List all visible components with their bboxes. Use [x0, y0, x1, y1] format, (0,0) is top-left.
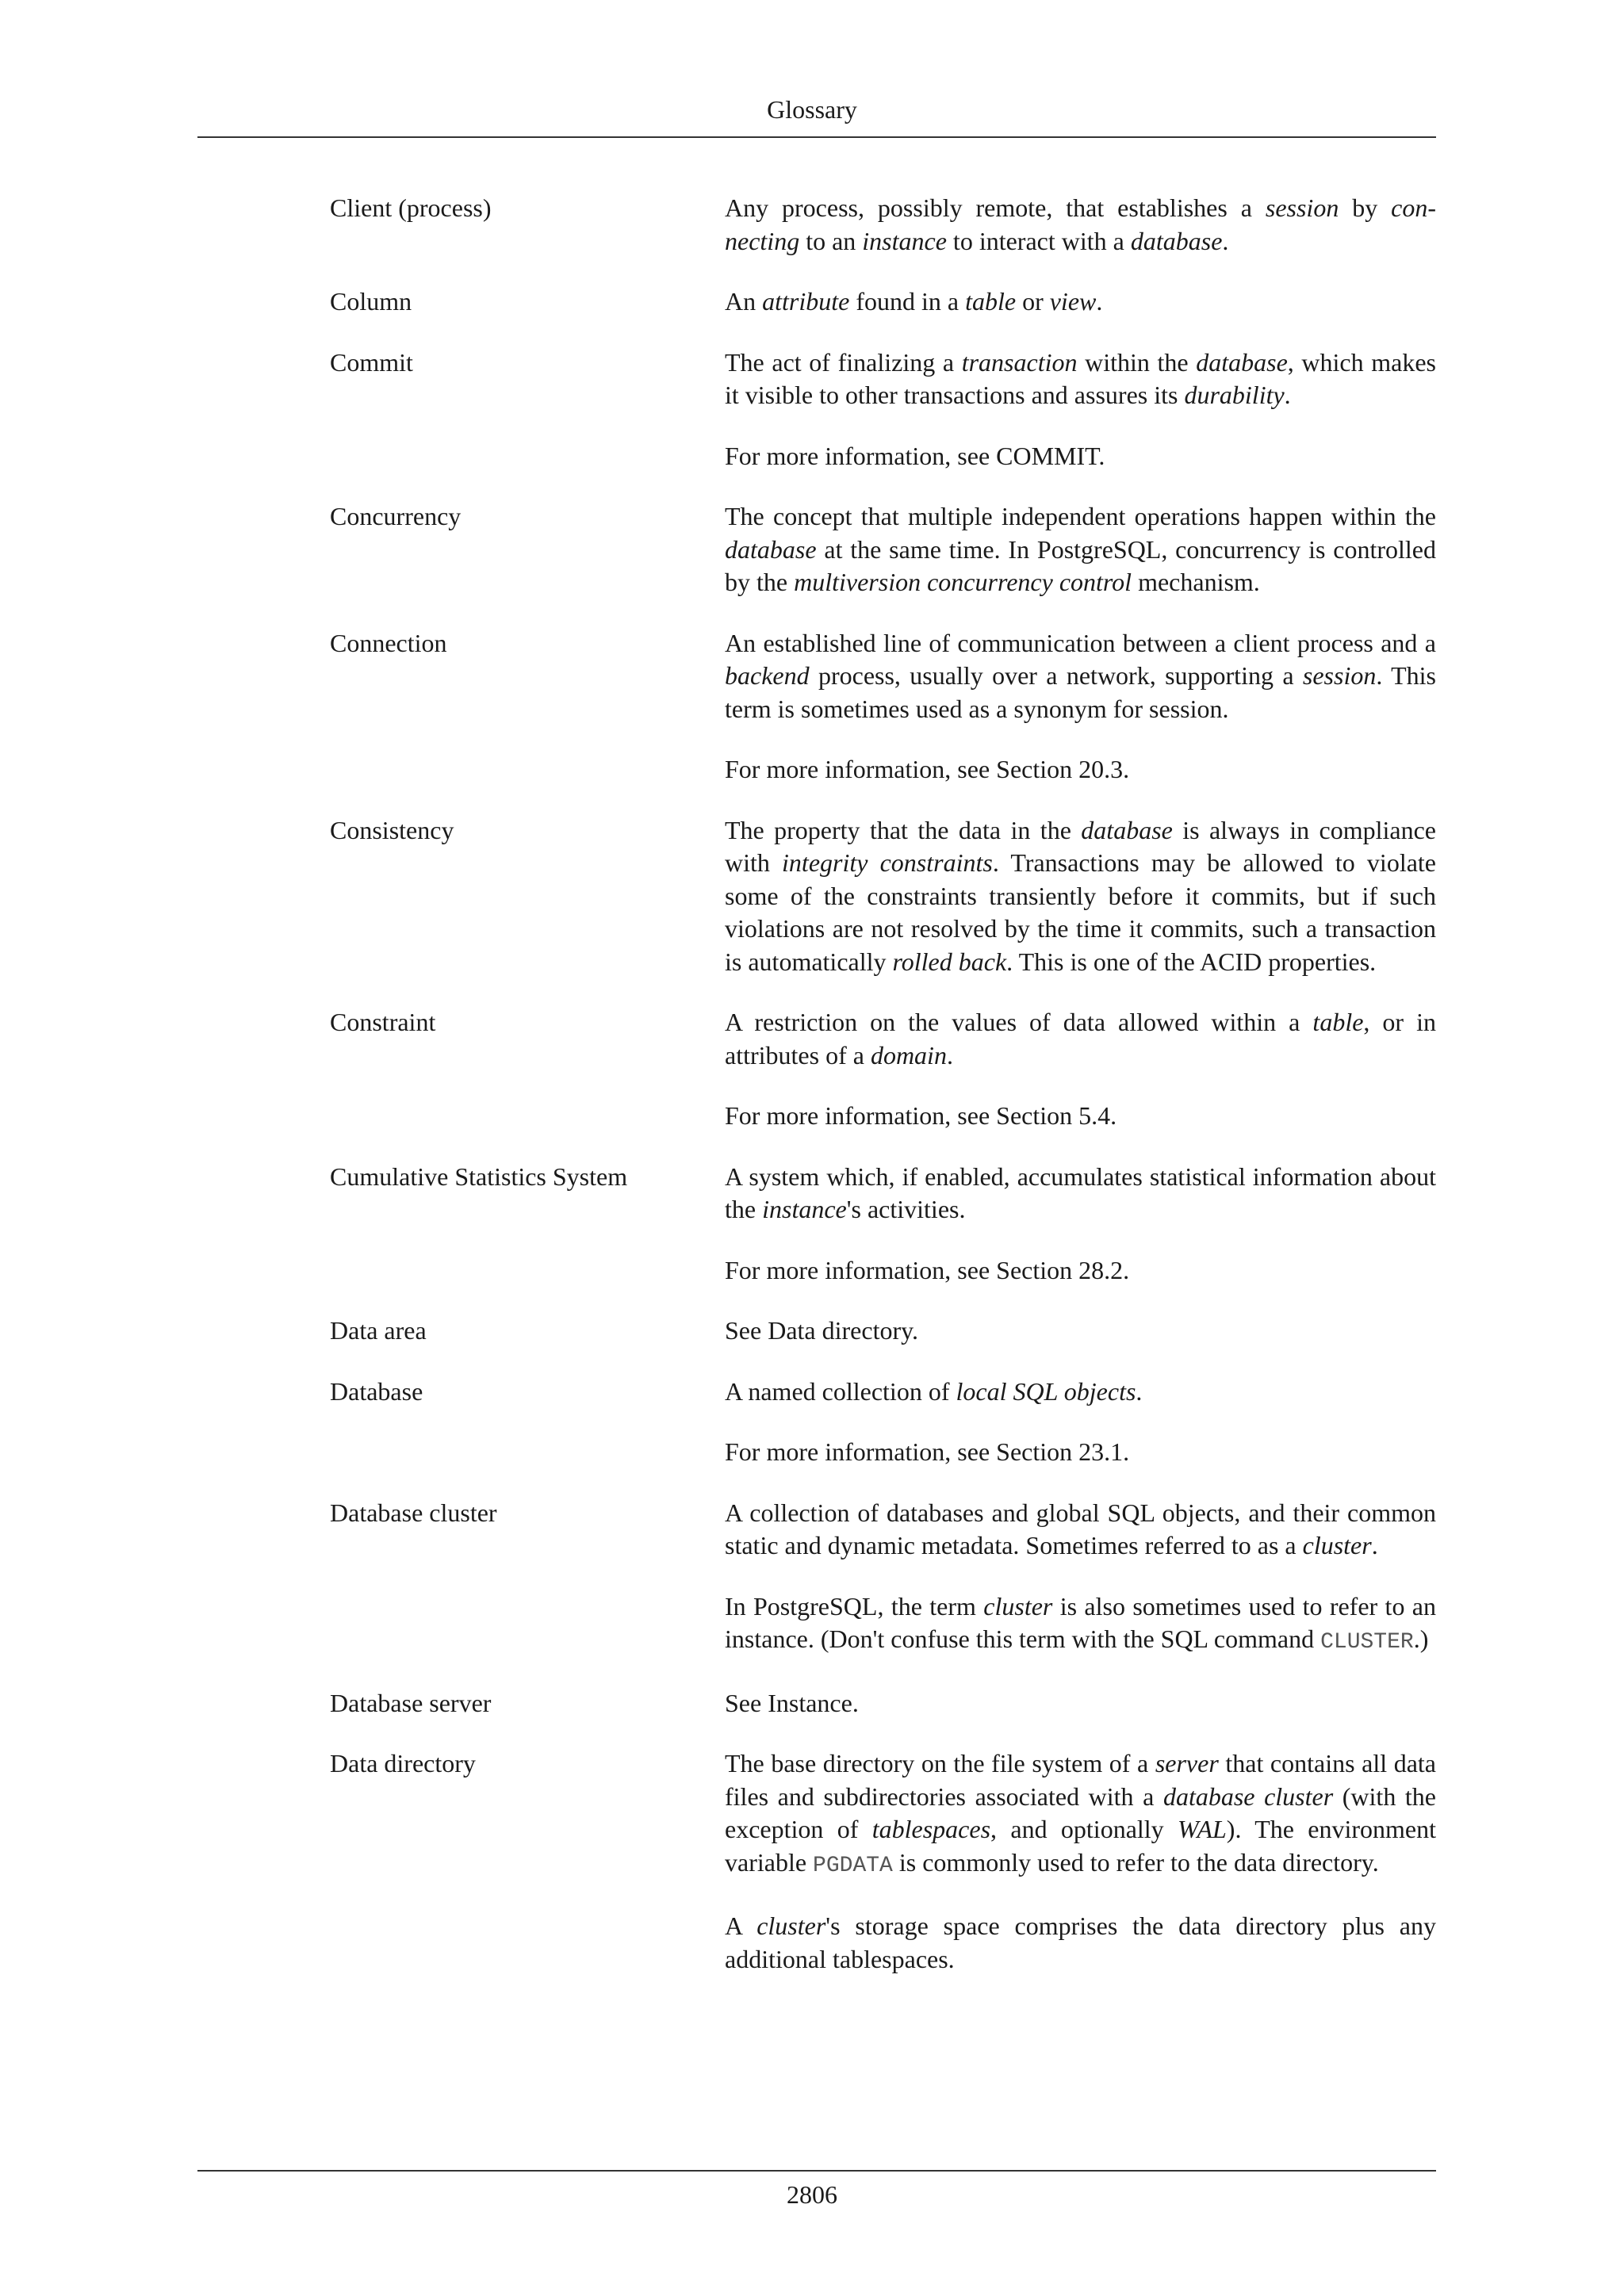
definition-paragraph — [725, 814, 1436, 979]
text-run: The property that the data in the — [725, 815, 1082, 844]
text-run: mechanism. — [1132, 568, 1260, 596]
glossary-term: Commit — [330, 347, 413, 377]
text-run: . This is one of the ACID properties. — [1006, 947, 1377, 976]
text-run: at the same time. In PostgreSQL, concurrency is controlled by the — [725, 534, 1436, 596]
glossary-entry — [330, 1314, 1436, 1348]
text-run: to an — [799, 226, 863, 255]
glossary-entry — [330, 1376, 1436, 1469]
text-run: 's storage space comprises the data directory plus any additional tablespaces. — [725, 1911, 1437, 1973]
text-run: . This term is sometimes used as a synonym for session. — [725, 661, 1437, 723]
glossary-term: Consistency — [330, 815, 454, 844]
definition-paragraph — [725, 1747, 1436, 1882]
glossary-entry — [330, 1747, 1436, 1976]
emphasized-term: WAL — [1178, 1815, 1227, 1843]
text-run: that contains all data files and subdirectories associated with a — [725, 1749, 1437, 1811]
definition-paragraph — [725, 753, 1436, 786]
glossary-term: Connection — [330, 628, 447, 657]
emphasized-term: database — [725, 534, 817, 564]
definition-paragraph — [725, 1161, 1436, 1226]
definition-paragraph — [725, 1100, 1436, 1133]
code-literal: PGDATA — [813, 1853, 893, 1878]
text-run: For more information, see Section 28.2. — [725, 1255, 1130, 1284]
text-run: The base directory on the file system of a — [725, 1749, 1155, 1777]
glossary-entry — [330, 285, 1436, 319]
text-run: For more information, see Section 23.1. — [725, 1437, 1130, 1466]
page-number: 2806 — [787, 2180, 837, 2209]
glossary-definition — [725, 814, 1436, 979]
text-run: See Data directory. — [725, 1316, 919, 1345]
glossary-definition — [725, 346, 1436, 473]
emphasized-term: database cluster — [1162, 1781, 1334, 1811]
glossary-list — [330, 192, 1436, 2003]
text-run: (with the exception of — [725, 1781, 1437, 1843]
text-run: A — [725, 1911, 757, 1940]
text-run: The concept that multiple independent operations happen within the — [725, 502, 1436, 530]
glossary-entry — [330, 500, 1436, 599]
definition-paragraph — [725, 1254, 1436, 1288]
glossary-definition — [725, 285, 1436, 319]
glossary-term: Constraint — [330, 1008, 436, 1036]
emphasized-term: local SQL objects — [956, 1376, 1136, 1406]
glossary-entry — [330, 1687, 1436, 1720]
text-run: .) — [1413, 1624, 1429, 1653]
text-run: by — [1339, 193, 1392, 222]
emphasized-term: backend — [725, 661, 810, 690]
glossary-definition — [725, 500, 1436, 599]
text-run: For more information, see COMMIT. — [725, 441, 1105, 470]
glossary-term: Database server — [330, 1688, 492, 1717]
text-run: or — [1016, 287, 1050, 316]
glossary-term: Concurrency — [330, 502, 462, 530]
glossary-entry — [330, 814, 1436, 979]
definition-paragraph — [725, 627, 1436, 726]
glossary-definition — [725, 1687, 1436, 1720]
definition-paragraph — [725, 1590, 1436, 1659]
definition-paragraph — [725, 1497, 1436, 1563]
emphasized-term: server — [1155, 1749, 1219, 1777]
glossary-term: Data directory — [330, 1749, 476, 1777]
footer-rule — [197, 2170, 1436, 2172]
definition-paragraph — [725, 1910, 1436, 1976]
emphasized-term: cluster — [983, 1591, 1053, 1621]
glossary-definition — [725, 1497, 1436, 1659]
text-run: within the — [1077, 347, 1197, 377]
emphasized-term: multiversion concurrency control — [794, 568, 1132, 596]
text-run: 's activities. — [846, 1195, 966, 1223]
text-run: is commonly used to refer to the data directory. — [892, 1847, 1379, 1877]
text-run: . — [1371, 1531, 1378, 1559]
emphasized-term: integrity constraints — [782, 848, 993, 877]
text-run: For more information, see Section 20.3. — [725, 755, 1130, 783]
glossary-entry — [330, 346, 1436, 473]
emphasized-term: session — [1265, 193, 1339, 222]
glossary-definition — [725, 192, 1436, 258]
text-run: ). The environment variable — [725, 1815, 1437, 1877]
definition-paragraph — [725, 1376, 1436, 1409]
emphasized-term: tablespaces — [871, 1815, 991, 1843]
emphasized-term: database — [1196, 347, 1288, 377]
definition-paragraph — [725, 192, 1436, 258]
text-run: An established line of communication between a client process and a — [725, 628, 1436, 657]
text-run: For more information, see Section 5.4. — [725, 1101, 1117, 1130]
definition-paragraph — [725, 285, 1436, 319]
glossary-entry — [330, 1006, 1436, 1133]
text-run: found in a — [849, 287, 966, 316]
emphasized-term: cluster — [1302, 1531, 1372, 1559]
definition-paragraph — [725, 346, 1436, 412]
emphasized-term: database — [1130, 226, 1223, 255]
running-header: Glossary — [767, 95, 857, 124]
text-run: A system which, if enabled, accumulates statistical information about the — [725, 1161, 1436, 1223]
glossary-entry — [330, 1497, 1436, 1659]
text-run: . — [1136, 1376, 1143, 1406]
glossary-term: Cumulative Statistics System — [330, 1161, 628, 1191]
text-run: In PostgreSQL, the term — [725, 1591, 984, 1621]
text-run: A named collection of — [725, 1376, 956, 1406]
text-run: . — [1284, 381, 1291, 409]
glossary-definition — [725, 1006, 1436, 1133]
code-literal: CLUSTER — [1320, 1630, 1414, 1655]
glossary-definition — [725, 627, 1436, 786]
emphasized-term: durability — [1184, 381, 1285, 409]
emphasized-term: transaction — [961, 347, 1078, 377]
emphasized-term: database — [1081, 815, 1173, 844]
text-run: , which makes it visible to other transactions and assures its — [725, 347, 1437, 409]
emphasized-term: attribute — [762, 287, 850, 316]
glossary-definition — [725, 1376, 1436, 1469]
text-run: See Instance. — [725, 1688, 859, 1717]
glossary-entry — [330, 627, 1436, 786]
text-run: to interact with a — [946, 226, 1131, 255]
text-run: , and optionally — [990, 1815, 1178, 1843]
emphasized-term: instance — [762, 1195, 847, 1223]
glossary-term: Data area — [330, 1316, 427, 1345]
emphasized-term: connecting — [725, 193, 1437, 255]
emphasized-term: table — [965, 287, 1017, 316]
glossary-term: Column — [330, 287, 412, 316]
emphasized-term: rolled back — [892, 947, 1007, 976]
definition-paragraph — [725, 1006, 1436, 1072]
text-run: . Transactions may be allowed to violate some of the constraints transiently before it commits, but if such violations are not resolved by the time it commits, such a transaction is automatically — [725, 848, 1437, 976]
glossary-entry — [330, 1161, 1436, 1288]
text-run: An — [725, 287, 763, 316]
text-run: . — [1096, 287, 1103, 316]
text-run: Any process, possibly remote, that establishes a — [725, 193, 1266, 222]
glossary-definition — [725, 1747, 1436, 1976]
emphasized-term: domain — [870, 1040, 947, 1070]
text-run: is also sometimes used to refer to an instance. (Don't confuse this term with the SQL command — [725, 1591, 1437, 1653]
emphasized-term: session — [1302, 661, 1377, 690]
text-run: A restriction on the values of data allowed within a — [725, 1008, 1313, 1036]
definition-paragraph — [725, 1436, 1436, 1469]
emphasized-term: instance — [862, 226, 947, 255]
definition-paragraph — [725, 440, 1436, 473]
definition-paragraph — [725, 500, 1436, 599]
emphasized-term: cluster — [756, 1911, 826, 1940]
header-rule — [197, 136, 1436, 138]
glossary-definition — [725, 1161, 1436, 1288]
glossary-term: Database — [330, 1376, 423, 1406]
emphasized-term: table — [1312, 1008, 1364, 1036]
glossary-term: Database cluster — [330, 1498, 497, 1527]
emphasized-term: view — [1049, 287, 1097, 316]
text-run: is always in compliance with — [725, 815, 1437, 877]
text-run: The act of finalizing a — [725, 347, 962, 377]
text-run: A collection of databases and global SQL objects, and their common static and dynamic metadata. Sometimes referred to as a — [725, 1498, 1436, 1559]
text-run: . — [1222, 226, 1229, 255]
text-run: process, usually over a network, supporting a — [809, 661, 1303, 690]
definition-paragraph — [725, 1314, 1436, 1348]
text-run: . — [946, 1040, 953, 1070]
glossary-term: Client (process) — [330, 193, 492, 222]
glossary-entry — [330, 192, 1436, 258]
glossary-definition — [725, 1314, 1436, 1348]
definition-paragraph — [725, 1687, 1436, 1720]
text-run: , or in attributes of a — [725, 1008, 1437, 1070]
